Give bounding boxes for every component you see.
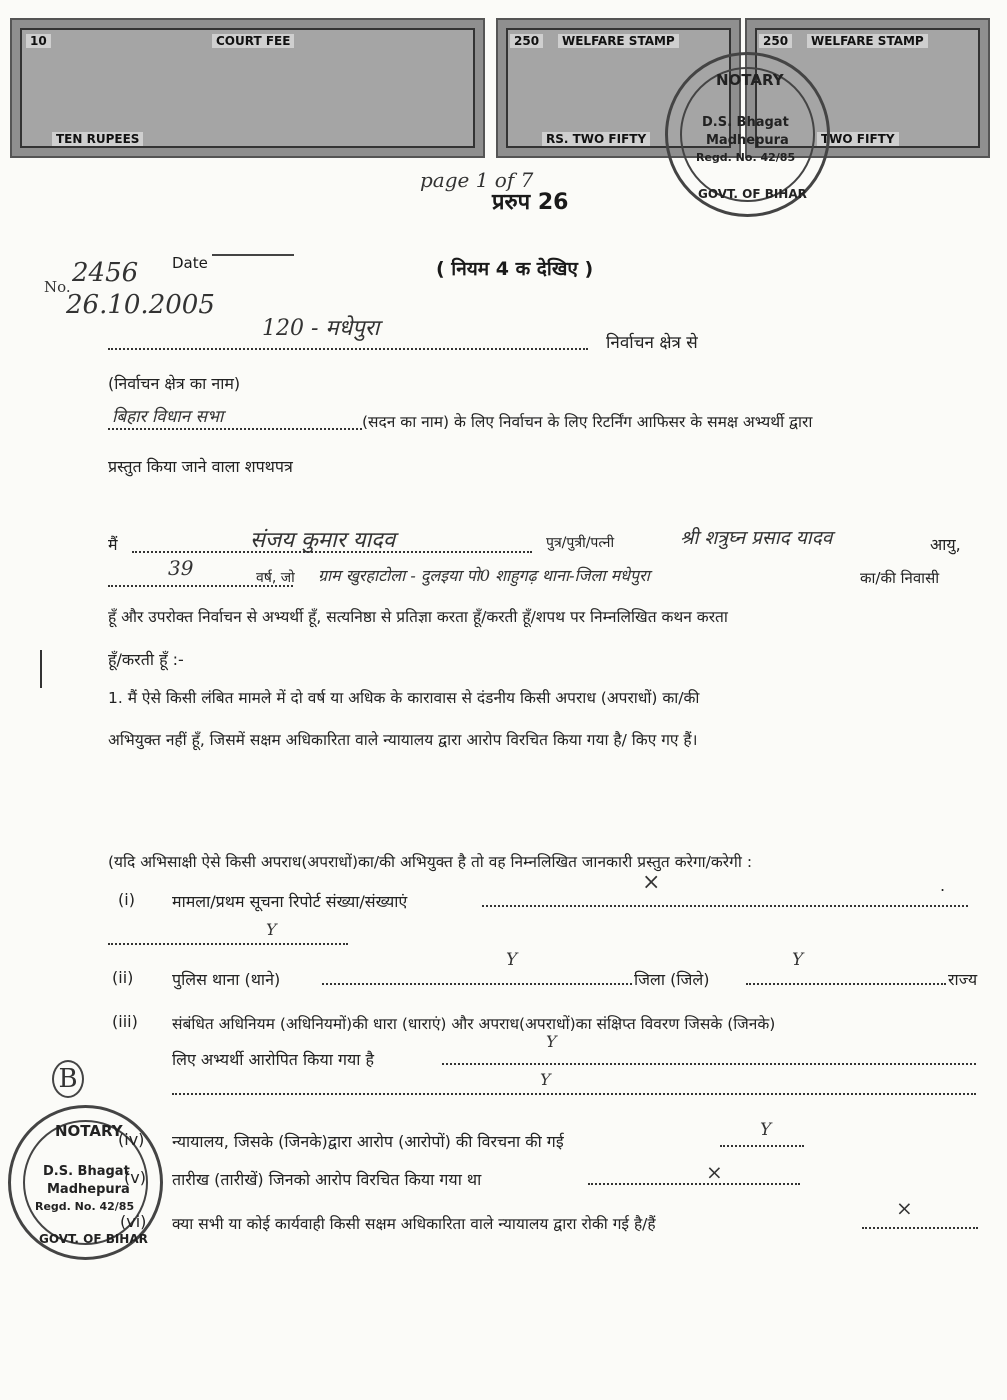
age-value: 39 [168,556,194,580]
stamp-label-top: WELFARE STAMP [807,34,928,48]
item-iii-tick-1: Y [546,1032,557,1051]
item-vi-label: क्या सभी या कोई कार्यवाही किसी सक्षम अधिकारिता वाले न्यायालय द्वारा रोकी गई है/हैं [172,1215,656,1233]
clause1-line2: अभियुक्त नहीं हूँ, जिसमें सक्षम अधिकारिता वाले न्यायालय द्वारा आरोप विरचित किया गया है/ किए गए हैं। [108,731,698,749]
age-label: आयु, [930,535,961,554]
item-ii-district-dots [746,983,946,985]
item-i-dotted-line-2 [108,943,348,945]
item-i-tick: Y [266,920,277,939]
seal-bottom-text: GOVT. OF BIHAR [698,187,807,201]
stamp-denomination: 250 [510,34,543,48]
seal-place: Madhepura [706,133,789,148]
item-vi-cross: × [896,1196,913,1220]
item-v-label: तारीख (तारीखें) जिनको आरोप विरचित किया गया था [172,1170,482,1189]
seal-name: D.S. Bhagat [702,115,789,130]
margin-bracket-mark [40,650,42,688]
item-i-cross: × [642,870,661,895]
item-v-cross: × [706,1160,723,1184]
item-v-dots [588,1183,800,1185]
house-rest: (सदन का नाम) के लिए निर्वाचन के लिए रिटर्निंग आफिसर के समक्ष अभ्यर्थी द्वारा [362,413,813,431]
seal-regd: Regd. No. 42/85 [35,1200,135,1213]
item-i-number: (i) [118,890,135,909]
father-name: श्री शत्रुघ्न प्रसाद यादव [680,527,833,549]
stamp-denomination: 250 [759,34,792,48]
record-date-label: Date [172,254,208,272]
years-label: वर्ष, जो [256,570,295,586]
candidate-name: संजय कुमार यादव [250,528,396,553]
item-ii-tick-2: Y [792,950,804,970]
record-no-label: No. [44,278,71,296]
record-no-value: 2456 [72,258,139,288]
conditional-text: (यदि अभिसाक्षी ऐसे किसी अपराध(अपराधों)का/की अभियुक्त है तो वह निम्नलिखित जानकारी प्रस्तुत करेगा/करेगी : [108,853,753,871]
stamp-denomination: 10 [26,34,51,48]
item-iii-tick-2: Y [540,1070,551,1089]
stamp-label-bottom: TEN RUPEES [52,132,143,146]
house-dotted-line [108,428,362,430]
clause1-line1: 1. मैं ऐसे किसी लंबित मामले में दो वर्ष या अधिक के कारावास से दंडनीय किसी अपराध (अपराधों) का/की [108,689,700,707]
rule-reference: ( नियम 4 क देखिए ) [436,258,594,280]
record-date-underline [212,254,294,256]
margin-initial: B [52,1060,84,1098]
house-filled: बिहार विधान सभा [112,407,224,427]
constituency-filled: 120 - मधेपुरा [262,316,380,341]
resident-label: का/की निवासी [860,569,940,587]
seal-bottom-text: GOVT. OF BIHAR [39,1232,148,1246]
form-title: प्ररुप 26 [492,190,569,215]
item-v-number: (v) [124,1168,146,1187]
relation-label: पुत्र/पुत्री/पत्नी [546,535,615,551]
item-i-label: मामला/प्रथम सूचना रिपोर्ट संख्या/संख्याएं [172,892,408,911]
item-ii-district: जिला (जिले) [634,970,710,989]
stamp-label-top: COURT FEE [212,34,294,48]
declaration-line3: हूँ और उपरोक्त निर्वाचन से अभ्यर्थी हूँ, सत्यनिष्ठा से प्रतिज्ञा करता हूँ/करती हूँ/शपथ पर निम्नलिखित कथन करता [108,608,728,626]
item-ii-police-dots [322,983,632,985]
seal-regd: Regd. No. 42/85 [696,151,796,164]
seal-name: D.S. Bhagat [43,1164,130,1179]
item-iv-number: (iv) [118,1130,145,1149]
item-iii-number: (iii) [112,1012,138,1031]
seal-place: Madhepura [47,1182,130,1197]
item-i-dotted-line [482,905,968,907]
item-iii-line2: लिए अभ्यर्थी आरोपित किया गया है [172,1050,374,1069]
constituency-label: निर्वाचन क्षेत्र से [606,333,698,353]
notary-seal-top [665,52,830,217]
item-ii-police: पुलिस थाना (थाने) [172,970,281,989]
item-ii-tick-1: Y [506,950,518,970]
constituency-dotted-line [108,348,588,350]
item-i-dot: . [940,876,946,895]
item-iii-dots-1 [442,1063,976,1065]
court-fee-stamp [10,18,485,158]
page-note: page 1 of 7 [420,168,534,192]
item-iv-tick: Y [760,1120,772,1140]
address-value: ग्राम खुरहाटोला - दुलइया पो0 शाहुगढ़ थाना-जिला मधेपुरा [318,566,650,585]
declaration-line4: हूँ/करती हूँ :- [108,650,184,669]
seal-top-text: NOTARY [716,71,784,89]
item-ii-state: राज्य [948,970,978,989]
item-iii-dots-2 [172,1093,976,1095]
item-vi-dots [862,1227,978,1229]
item-iii-line1: संबंधित अधिनियम (अधिनियमों)की धारा (धाराएं) और अपराध(अपराधों)का संक्षिप्त विवरण जिसके (जिनके) [172,1015,776,1033]
item-ii-number: (ii) [112,968,134,987]
item-iv-dots [720,1145,804,1147]
item-vi-number: (vi) [120,1212,147,1231]
record-date-value: 26.10.2005 [66,290,215,320]
declaration-main: मैं [108,535,118,554]
stamp-label-bottom: TWO FIFTY [817,132,899,146]
stamp-label-bottom: RS. TWO FIFTY [542,132,650,146]
seal-top-text: NOTARY [55,1122,123,1140]
stamp-label-top: WELFARE STAMP [558,34,679,48]
item-iv-label: न्यायालय, जिसके (जिनके)द्वारा आरोप (आरोपों) की विरचना की गई [172,1132,564,1151]
house-line2: प्रस्तुत किया जाने वाला शपथपत्र [108,457,293,476]
constituency-caption: (निर्वाचन क्षेत्र का नाम) [108,374,241,393]
